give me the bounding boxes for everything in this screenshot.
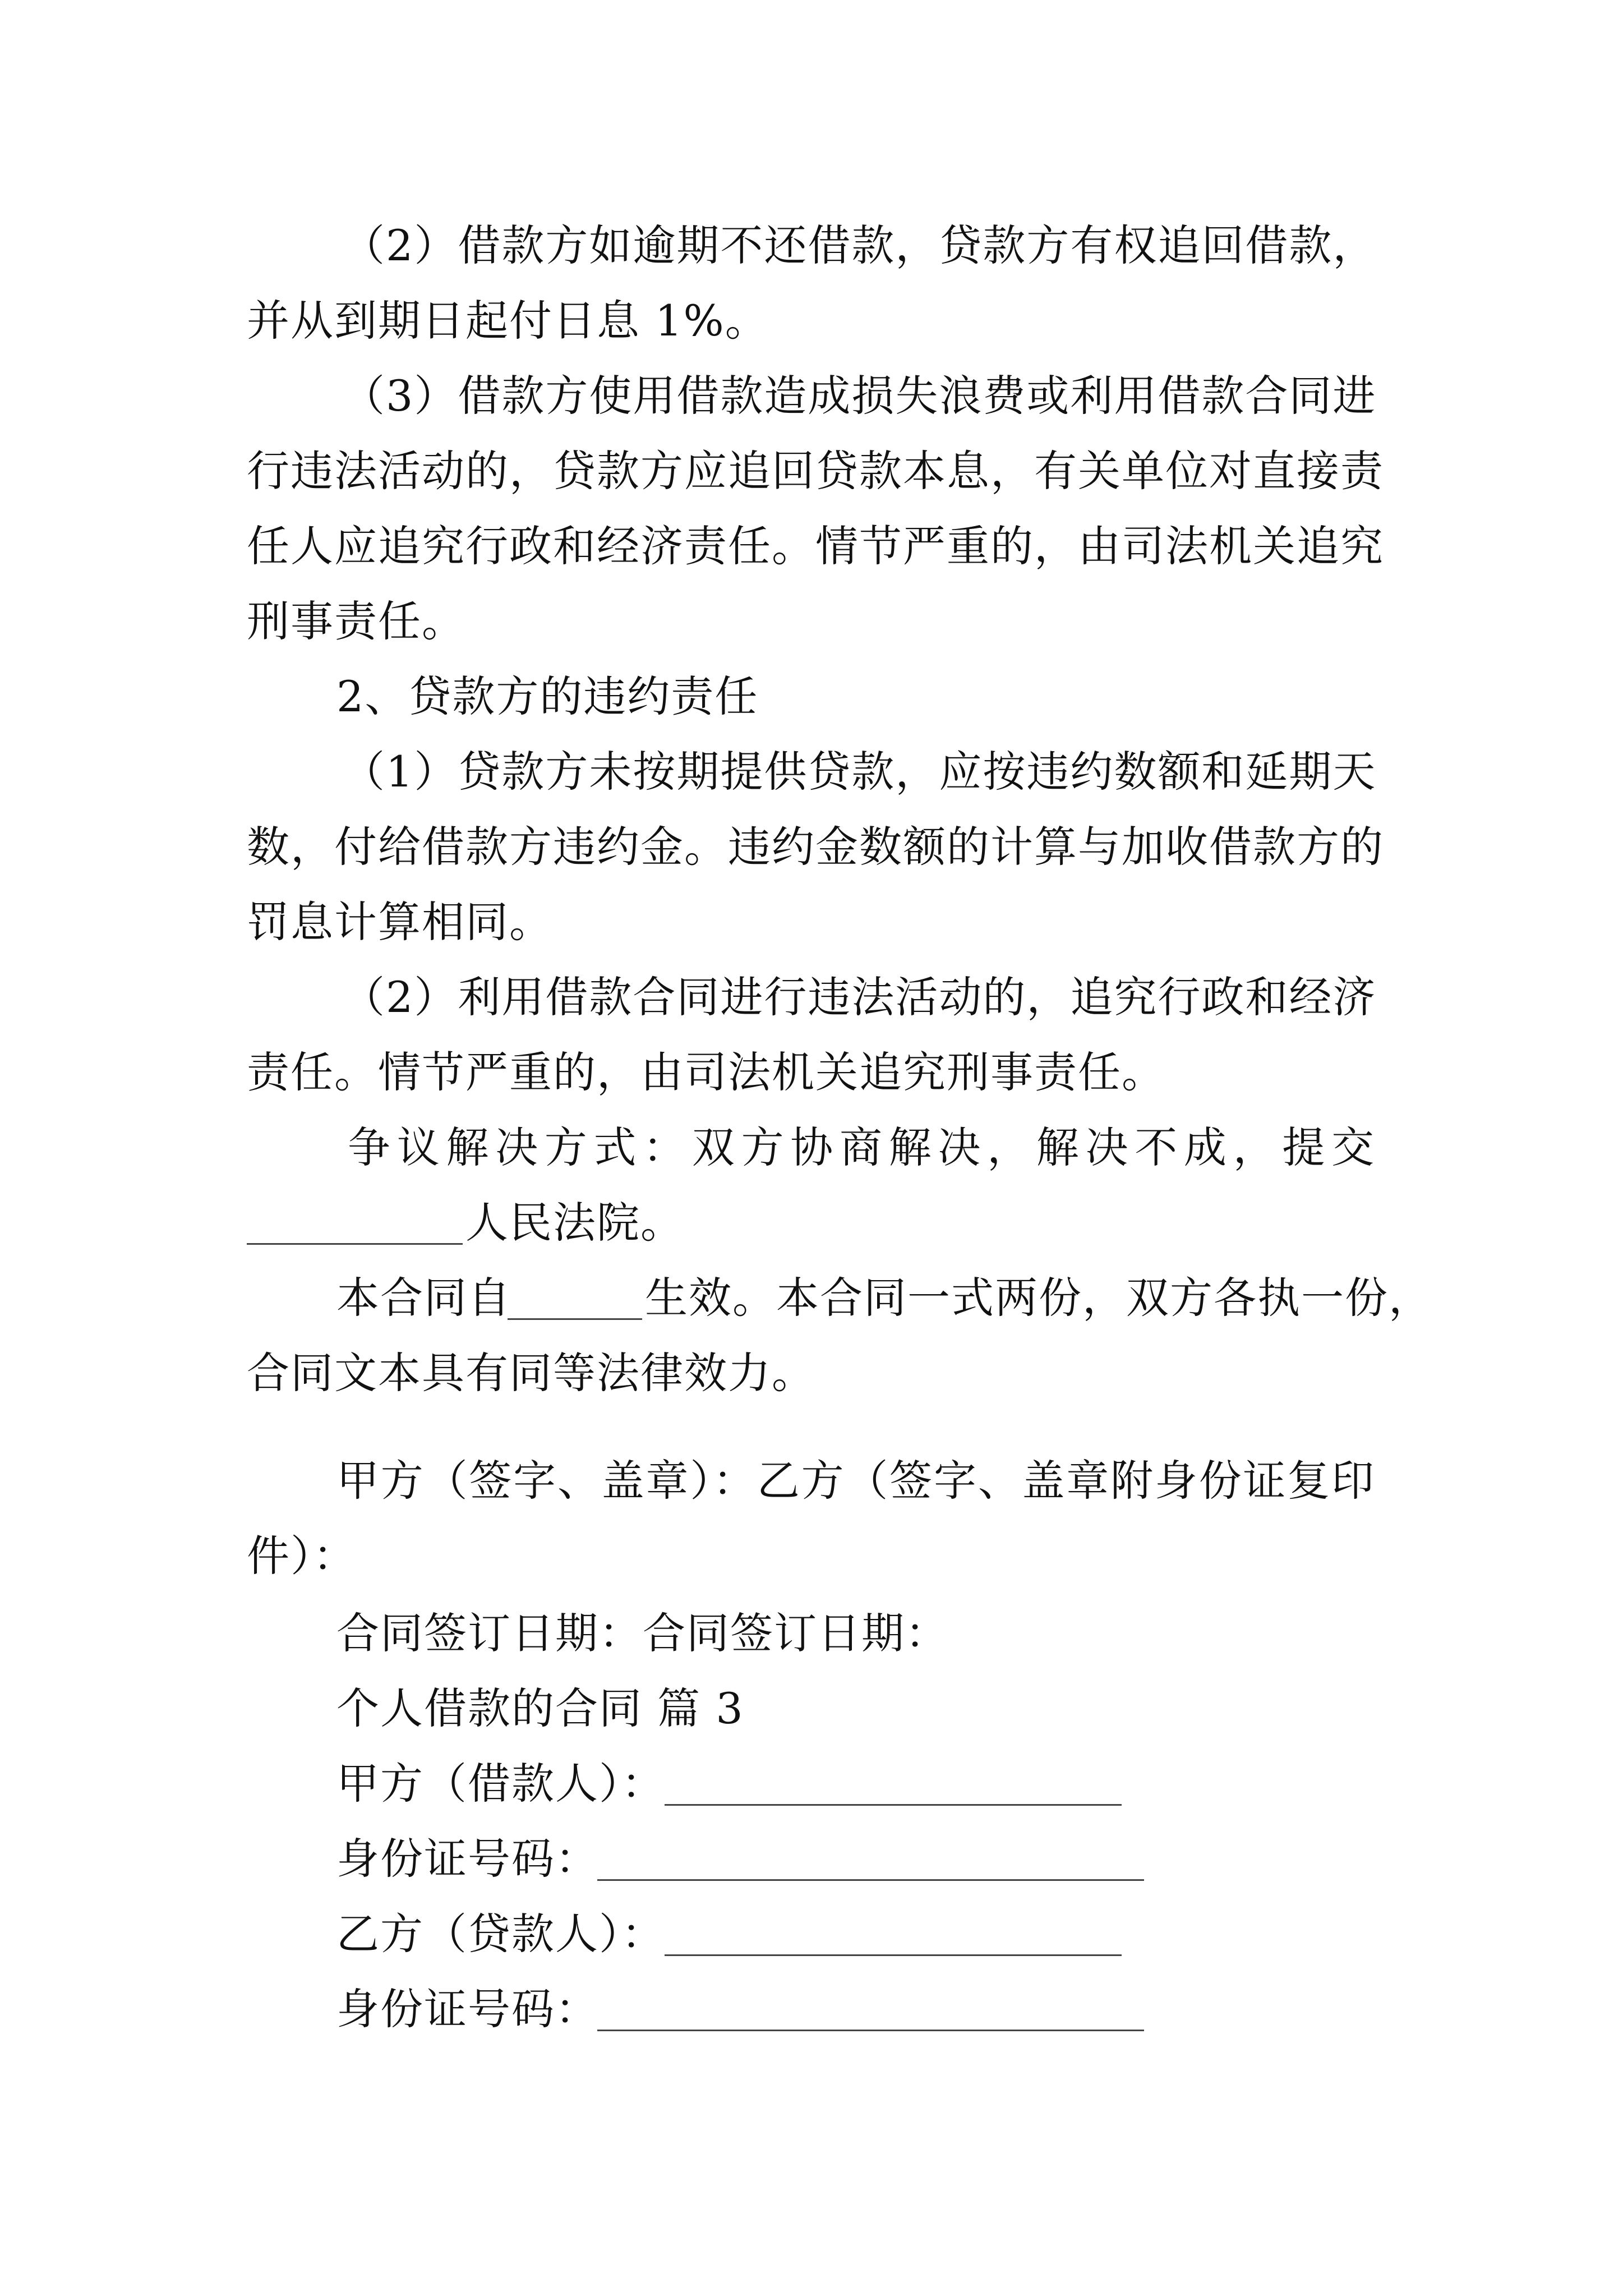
paragraph-line: 数，付给借款方违约金。违约金数额的计算与加收借款方的 <box>247 822 1384 872</box>
paragraph-line: 任人应追究行政和经济责任。情节严重的，由司法机关追究 <box>247 521 1384 571</box>
court-blank <box>247 1243 463 1245</box>
signature-line: 件）： <box>247 1531 357 1581</box>
party-b-id-blank <box>597 2030 1144 2031</box>
party-b-label: 乙方（贷款人）： <box>336 1909 665 1959</box>
signing-date-line: 合同签订日期：合同签订日期： <box>336 1608 949 1658</box>
contract-title: 个人借款的合同 篇 3 <box>336 1683 744 1733</box>
paragraph-line: 并从到期日起付日息 1%。 <box>247 296 769 346</box>
paragraph-line: 本合同自 <box>336 1273 511 1323</box>
paragraph-line: （3）借款方使用借款造成损失浪费或利用借款合同进 <box>342 371 1377 421</box>
effective-date-blank <box>508 1318 642 1320</box>
party-a-label: 甲方（借款人）： <box>336 1759 665 1809</box>
paragraph-line: 人民法院。 <box>465 1198 684 1248</box>
paragraph-line: 罚息计算相同。 <box>247 897 553 947</box>
id-number-label: 身份证号码： <box>336 1834 599 1884</box>
paragraph-line: （1）贷款方未按期提供贷款，应按违约数额和延期天 <box>342 747 1377 797</box>
party-a-id-blank <box>597 1879 1144 1881</box>
signature-line: 甲方（签字、盖章）：乙方（签字、盖章附身份证复印 <box>336 1456 1375 1506</box>
paragraph-line: 生效。本合同一式两份，双方各执一份， <box>645 1273 1432 1323</box>
paragraph-line: （2）利用借款合同进行违法活动的，追究行政和经济 <box>342 972 1377 1022</box>
section-heading: 2、贷款方的违约责任 <box>336 671 759 721</box>
paragraph-line: 责任。情节严重的，由司法机关追究刑事责任。 <box>247 1047 1165 1097</box>
party-b-name-blank <box>665 1954 1122 1956</box>
paragraph-line: 刑事责任。 <box>247 596 465 646</box>
paragraph-line: 合同文本具有同等法律效力。 <box>247 1348 815 1398</box>
party-a-name-blank <box>665 1804 1122 1806</box>
id-number-label: 身份证号码： <box>336 1984 599 2034</box>
paragraph-line: （2）借款方如逾期不还借款，贷款方有权追回借款， <box>342 220 1377 270</box>
paragraph-line: 行违法活动的，贷款方应追回贷款本息，有关单位对直接责 <box>247 446 1384 496</box>
paragraph-line: 争议解决方式：双方协商解决，解决不成，提交 <box>348 1122 1375 1172</box>
